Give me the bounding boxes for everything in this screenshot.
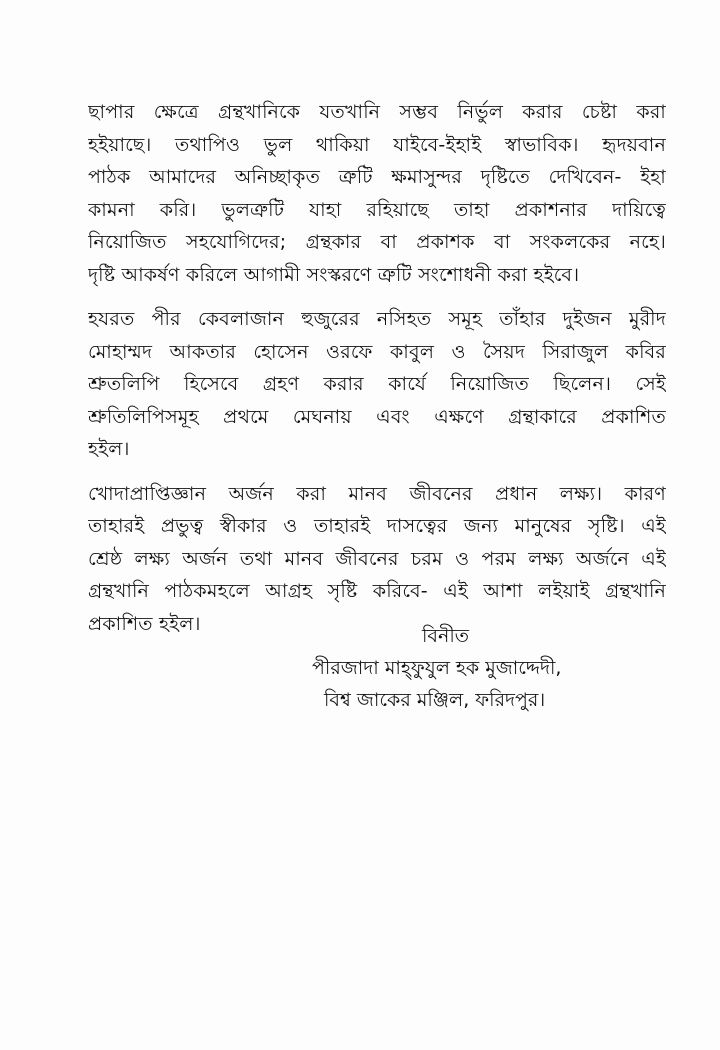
text-line: কামনা করি। ভুলত্রুটি যাহা রহিয়াছে তাহা প্রকাশনার দায়িত্বে xyxy=(88,198,666,221)
signature-block xyxy=(88,620,666,716)
signature-name: পীরজাদা মাহ্ফুযুল হক মুজাদ্দেদী, xyxy=(312,657,562,679)
text-line: হইয়াছে। তথাপিও ভুল থাকিয়া যাইবে-ইহাই স্বাভাবিক। হৃদয়বান xyxy=(88,133,666,156)
signature-label: বিনীত xyxy=(422,625,470,647)
text-line: পাঠক আমাদের অনিচ্ছাকৃত ত্রুটি ক্ষমাসুন্দর দৃষ্টিতে দেখিবেন- ইহা xyxy=(88,166,666,188)
text-line: খোদাপ্রাপ্তিজ্ঞান অর্জন করা মানব জীবনের প্রধান লক্ষ্য। কারণ xyxy=(88,482,666,505)
document-body xyxy=(88,96,666,711)
paragraph-purpose-note xyxy=(88,478,666,641)
paragraph-transcription-note xyxy=(88,303,666,466)
text-line: মোহাম্মদ আকতার হোসেন ওরফে কাবুল ও সৈয়দ সিরাজুল কবির xyxy=(88,340,666,363)
text-line: দৃষ্টি আকর্ষণ করিলে আগামী সংস্করণে ত্রুটি সংশোধনী করা হইবে। xyxy=(88,263,580,286)
signature-place: বিশ্ব জাকের মঞ্জিল, ফরিদপুর। xyxy=(324,689,546,711)
text-line: শ্রেষ্ঠ লক্ষ্য অর্জন তথা মানব জীবনের চরম ও পরম লক্ষ্য অর্জনে এই xyxy=(88,547,666,570)
paragraph-printing-note xyxy=(88,96,666,291)
text-line: হযরত পীর কেবলাজান হুজুরের নসিহত সমূহ তাঁহার দুইজন মুরীদ xyxy=(88,308,666,330)
text-line: হইল। xyxy=(88,438,130,460)
text-line: গ্রন্থখানি পাঠকমহলে আগ্রহ সৃষ্টি করিবে- এই আশা লইয়াই গ্রন্থখানি xyxy=(88,580,666,602)
text-line: তাহারই প্রভুত্ব স্বীকার ও তাহারই দাসত্বের জন্য মানুষের সৃষ্টি। এই xyxy=(88,515,666,537)
text-line: শ্রুতলিপি হিসেবে গ্রহণ করার কার্যে নিয়োজিত ছিলেন। সেই xyxy=(88,373,666,395)
text-line: নিয়োজিত সহযোগিদের; গ্রন্থকার বা প্রকাশক বা সংকলকের নহে। xyxy=(88,231,666,253)
text-line: শ্রুতিলিপিসমূহ প্রথমে মেঘনায় এবং এক্ষণে গ্রন্থাকারে প্রকাশিত xyxy=(88,405,666,428)
text-line: প্রকাশিত হইল। xyxy=(88,612,201,635)
text-line: ছাপার ক্ষেত্রে গ্রন্থখানিকে যতখানি সম্ভব নির্ভুল করার চেষ্টা করা xyxy=(88,101,666,123)
